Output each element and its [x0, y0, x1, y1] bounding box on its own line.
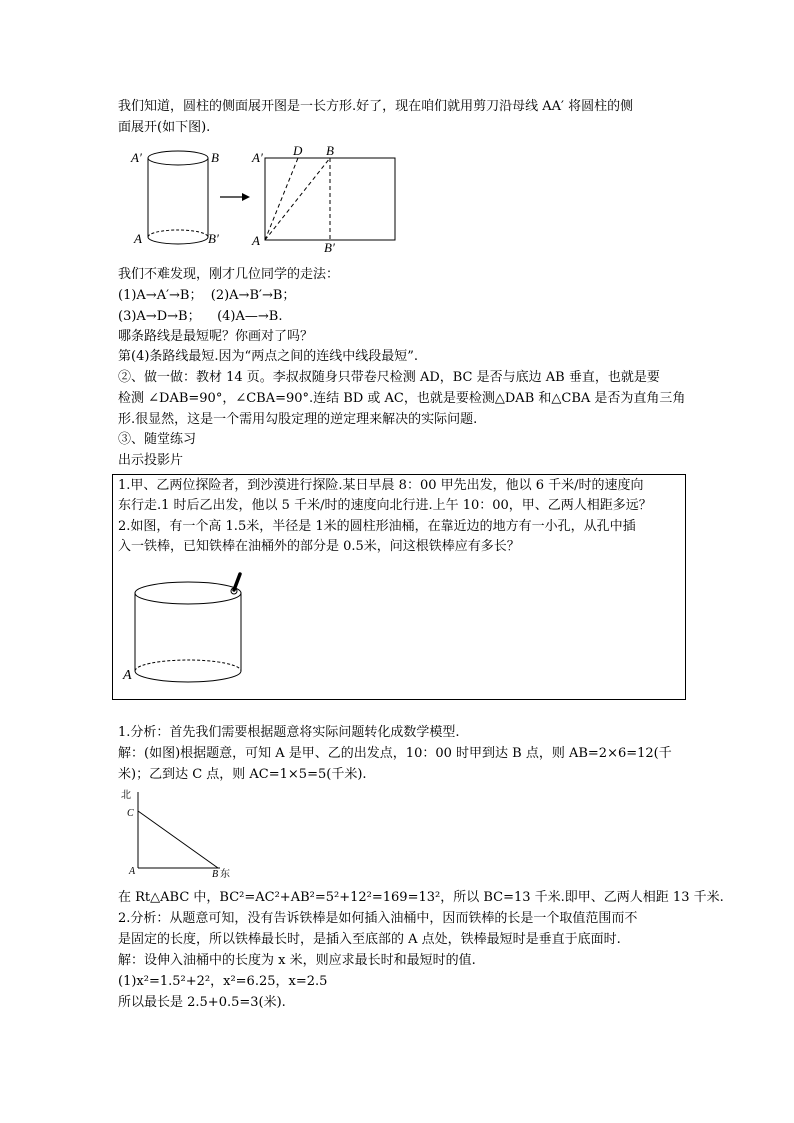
label-barrel-a: A [123, 668, 132, 683]
solution2-line-2: 是固定的长度，所以铁棒最长时，是插入至底部的 A 点处，铁棒最短时是垂直于底面时. [118, 932, 621, 947]
solution2-line-5: 所以最长是 2.5+0.5=3(米). [118, 995, 286, 1010]
triangle-figure [118, 786, 230, 880]
solution1-line-3: 米)；乙到达 C 点，则 AC=1×5=5(千米). [118, 767, 367, 782]
dashed-path-a-d [265, 158, 298, 240]
answer-line: 第(4)条路线最短.因为“两点之间的连线中线段最短”. [118, 349, 418, 364]
solution1-line-2: 解：(如图)根据题意，可知 A 是甲、乙的出发点，10：00 时甲到达 B 点，则 AB=2×6=12(千 [118, 746, 672, 761]
solution2-line-4: (1)x²=1.5²+2²，x²=6.25，x=2.5 [118, 974, 328, 989]
exercise-q2-line-2: 入一铁棒，已知铁棒在油桶外的部分是 0.5米，问这根铁棒应有多长？ [118, 539, 520, 554]
label-tri-c: C [127, 808, 134, 819]
label-east: 东 [220, 869, 230, 880]
exercise-q2-line-1: 2.如图，有一个高 1.5米，半径是 1米的圆柱形油桶，在靠近边的地方有一小孔，从孔中插 [118, 519, 636, 534]
label-tri-a: A [129, 866, 136, 877]
label-rect-a: A [252, 233, 260, 248]
do-line-2: 检测 ∠DAB=90°，∠CBA=90°.连结 BD 或 AC，也就是要检测△DAB 和△CBA 是否为直角三角 [118, 391, 686, 406]
dashed-path-a-b [265, 158, 330, 240]
label-cyl-b-top: B [211, 150, 219, 165]
arrow-head [242, 193, 250, 201]
label-north: 北 [121, 790, 131, 801]
unrolled-rectangle [265, 158, 395, 240]
iron-rod [234, 574, 240, 590]
do-line-3: 形.很显然，这是一个需用勾股定理的逆定理来解决的实际问题. [118, 412, 478, 427]
barrel-bottom-back [135, 660, 241, 671]
slide-heading: 出示投影片 [118, 453, 184, 468]
solution1-line-1: 1.分析：首先我们需要根据题意将实际问题转化成数学模型. [118, 725, 460, 740]
cylinder-top-ellipse [148, 151, 208, 165]
label-cyl-a-bottom: A [134, 231, 142, 246]
label-cyl-b-bottom: B′ [208, 231, 219, 246]
intro-line-1: 我们知道，圆柱的侧面展开图是一长方形.好了，现在咱们就用剪刀沿母线 AA′ 将圆柱的侧 [118, 99, 634, 114]
path-line-1: (1)A→A′→B； (2)A→B′→B； [118, 288, 296, 303]
solution2-line-1: 2.分析：从题意可知，没有告诉铁棒是如何插入油桶中，因而铁棒的长是一个取值范围而不 [118, 911, 638, 926]
exercise-q1-line-1: 1.甲、乙两位探险者，到沙漠进行探险.某日早晨 8：00 甲先出发，他以 6 千米/时的速度向 [118, 478, 644, 493]
label-rect-d: D [293, 143, 303, 158]
practice-heading: ③、随堂练习 [118, 432, 197, 447]
discover-line: 我们不难发现，刚才几位同学的走法： [118, 267, 340, 282]
oil-barrel-figure [118, 568, 258, 684]
do-line-1: ②、做一做：教材 14 页。李叔叔随身只带卷尺检测 AD，BC 是否与底边 AB 垂直，也就是要 [118, 370, 660, 385]
question-line: 哪条路线是最短呢？你画对了吗？ [118, 329, 314, 344]
label-rect-b: B [326, 143, 334, 158]
cylinder-bottom-back [148, 230, 208, 237]
label-rect-a-top: A′ [252, 150, 263, 165]
barrel-top-ellipse [135, 582, 241, 604]
label-cyl-a-top: A′ [131, 150, 142, 165]
hypotenuse-cb [138, 811, 218, 868]
solution1-line-4: 在 Rt△ABC 中，BC²=AC²+AB²=5²+12²=169=13²，所以 BC=13 千米.即甲、乙两人相距 13 千米. [118, 890, 724, 905]
barrel-bottom-front [135, 671, 241, 682]
label-tri-b: B [212, 869, 219, 880]
cylinder-unroll-figure [128, 140, 408, 255]
intro-line-2: 面展开(如下图). [118, 120, 211, 135]
cylinder-bottom-front [148, 237, 208, 244]
label-rect-b-bottom: B′ [324, 240, 335, 255]
solution2-line-3: 解：设伸入油桶中的长度为 x 米，则应求最长时和最短时的值. [118, 953, 476, 968]
path-line-2: (3)A→D→B； (4)A—→B. [118, 309, 283, 324]
exercise-q1-line-2: 东行走.1 时后乙出发，他以 5 千米/时的速度向北行进.上午 10：00，甲、乙两人相距多远？ [118, 498, 652, 513]
